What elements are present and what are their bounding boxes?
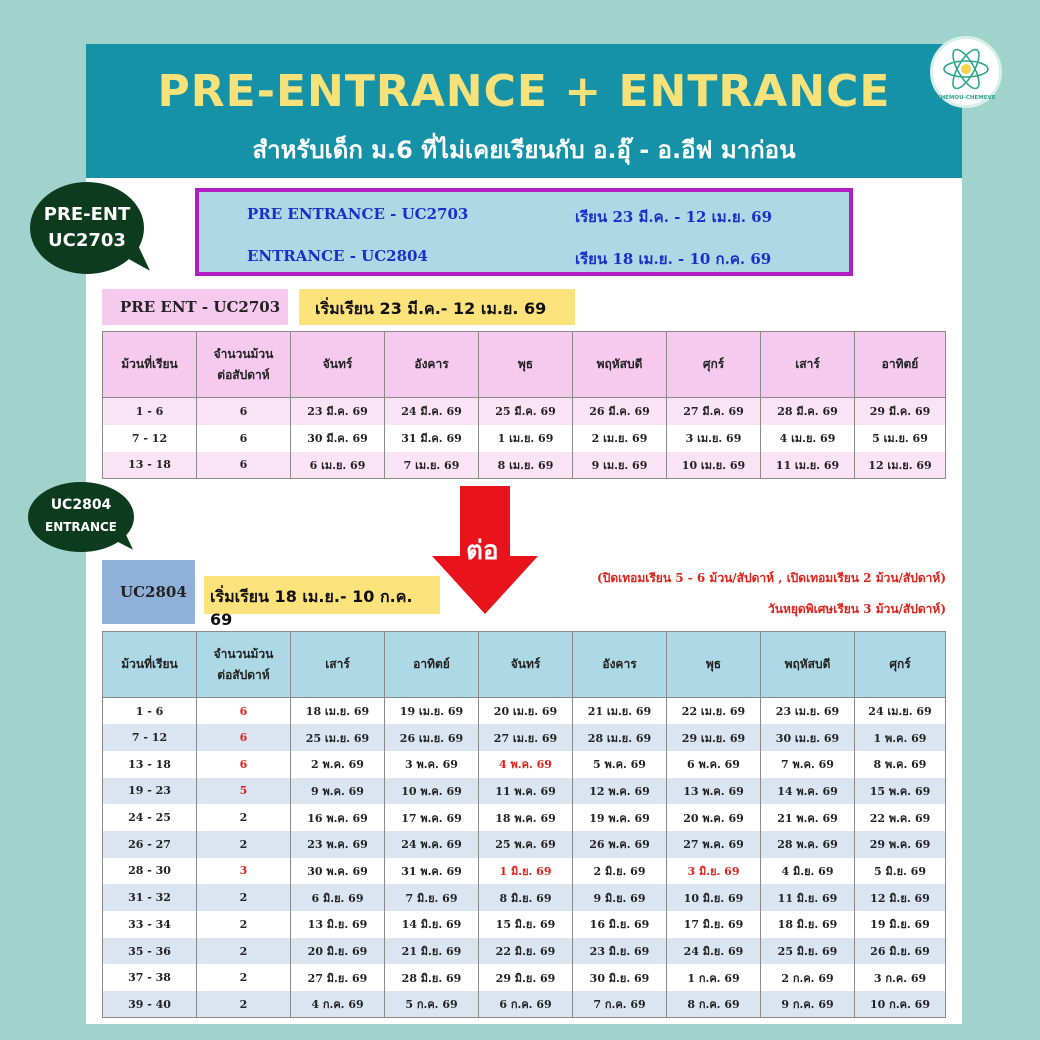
roll-range-cell: 37 - 38 [103,964,197,991]
table-row [103,778,946,805]
date-cell: 27 มิ.ย. 69 [291,964,385,991]
table-row [103,425,946,452]
date-cell: 28 เม.ย. 69 [573,724,667,751]
header-day: เสาร์ [291,632,385,698]
date-cell: 22 พ.ค. 69 [855,804,946,831]
date-cell: 24 มี.ค. 69 [385,398,479,425]
date-cell: 9 ก.ค. 69 [761,991,855,1018]
date-cell: 5 เม.ย. 69 [855,425,946,452]
date-cell: 24 มิ.ย. 69 [667,938,761,965]
date-cell: 25 พ.ค. 69 [479,831,573,858]
date-cell: 7 พ.ค. 69 [761,751,855,778]
date-cell: 22 เม.ย. 69 [667,698,761,725]
rolls-per-week-cell: 2 [197,804,291,831]
header-count: จำนวนม้วน ต่อสัปดาห์ [197,332,291,398]
header-roll: ม้วนที่เรียน [103,332,197,398]
header-day: อังคาร [385,332,479,398]
preent-bubble [30,182,144,274]
rolls-per-week-cell: 2 [197,938,291,965]
date-cell: 30 มิ.ย. 69 [573,964,667,991]
date-cell: 1 เม.ย. 69 [479,425,573,452]
entrance-start-label: เริ่มเรียน 18 เม.ย.- 10 ก.ค. 69 [204,576,440,614]
date-cell: 25 มิ.ย. 69 [761,938,855,965]
date-cell: 1 ก.ค. 69 [667,964,761,991]
continue-label: ต่อ [466,536,499,566]
table-row [103,724,946,751]
date-cell: 2 มิ.ย. 69 [573,858,667,885]
summary-course-1: PRE ENTRANCE - UC2703 [247,205,469,223]
date-cell: 23 มิ.ย. 69 [573,938,667,965]
roll-range-cell: 31 - 32 [103,884,197,911]
date-cell: 10 ก.ค. 69 [855,991,946,1018]
date-cell: 27 เม.ย. 69 [479,724,573,751]
date-cell: 4 เม.ย. 69 [761,425,855,452]
date-cell: 6 พ.ค. 69 [667,751,761,778]
rolls-per-week-cell: 2 [197,831,291,858]
roll-range-cell: 35 - 36 [103,938,197,965]
date-cell: 1 มิ.ย. 69 [479,858,573,885]
date-cell: 29 มี.ค. 69 [855,398,946,425]
table-row [103,804,946,831]
rolls-per-week-cell: 6 [197,398,291,425]
date-cell: 15 มิ.ย. 69 [479,911,573,938]
header-day: เสาร์ [761,332,855,398]
date-cell: 23 มี.ค. 69 [291,398,385,425]
rolls-per-week-cell: 2 [197,964,291,991]
header-banner [86,44,962,178]
date-cell: 24 เม.ย. 69 [855,698,946,725]
entrance-schedule-table [102,631,946,1018]
date-cell: 5 มิ.ย. 69 [855,858,946,885]
date-cell: 26 มี.ค. 69 [573,398,667,425]
header-count: จำนวนม้วน ต่อสัปดาห์ [197,632,291,698]
date-cell: 1 พ.ค. 69 [855,724,946,751]
date-cell: 16 พ.ค. 69 [291,804,385,831]
logo-text: CHEMOU-CHEMEVE [936,95,996,101]
table-row [103,858,946,885]
rolls-per-week-cell: 2 [197,991,291,1018]
table-row [103,751,946,778]
rolls-per-week-cell: 6 [197,751,291,778]
header-day: พุธ [479,332,573,398]
date-cell: 12 มิ.ย. 69 [855,884,946,911]
course-summary-box [195,188,853,276]
rolls-per-week-cell: 6 [197,452,291,479]
preent-schedule-table [102,331,946,479]
header-day: อังคาร [573,632,667,698]
date-cell: 6 เม.ย. 69 [291,452,385,479]
table-row [103,831,946,858]
atom-icon [933,39,999,105]
date-cell: 10 เม.ย. 69 [667,452,761,479]
date-cell: 30 เม.ย. 69 [761,724,855,751]
table-row [103,452,946,479]
date-cell: 29 เม.ย. 69 [667,724,761,751]
header-day: ศุกร์ [667,332,761,398]
date-cell: 21 พ.ค. 69 [761,804,855,831]
rolls-per-week-cell: 3 [197,858,291,885]
date-cell: 7 มิ.ย. 69 [385,884,479,911]
date-cell: 10 มิ.ย. 69 [667,884,761,911]
roll-range-cell: 7 - 12 [103,724,197,751]
roll-range-cell: 19 - 23 [103,778,197,805]
date-cell: 26 มิ.ย. 69 [855,938,946,965]
date-cell: 15 พ.ค. 69 [855,778,946,805]
date-cell: 8 มิ.ย. 69 [479,884,573,911]
date-cell: 19 เม.ย. 69 [385,698,479,725]
entrance-course-tag: UC2804 [102,560,195,624]
date-cell: 9 พ.ค. 69 [291,778,385,805]
rolls-per-week-cell: 2 [197,911,291,938]
date-cell: 4 มิ.ย. 69 [761,858,855,885]
roll-range-cell: 26 - 27 [103,831,197,858]
roll-range-cell: 7 - 12 [103,425,197,452]
date-cell: 18 เม.ย. 69 [291,698,385,725]
table-row [103,938,946,965]
roll-range-cell: 24 - 25 [103,804,197,831]
table-row [103,911,946,938]
roll-range-cell: 13 - 18 [103,452,197,479]
date-cell: 27 มี.ค. 69 [667,398,761,425]
date-cell: 23 พ.ค. 69 [291,831,385,858]
date-cell: 8 ก.ค. 69 [667,991,761,1018]
date-cell: 24 พ.ค. 69 [385,831,479,858]
date-cell: 13 พ.ค. 69 [667,778,761,805]
header-day: พุธ [667,632,761,698]
header-day: จันทร์ [291,332,385,398]
header-day: พฤหัสบดี [761,632,855,698]
date-cell: 2 ก.ค. 69 [761,964,855,991]
date-cell: 14 มิ.ย. 69 [385,911,479,938]
table-row [103,398,946,425]
header-day: อาทิตย์ [385,632,479,698]
date-cell: 8 เม.ย. 69 [479,452,573,479]
date-cell: 28 พ.ค. 69 [761,831,855,858]
rolls-per-week-cell: 6 [197,425,291,452]
roll-range-cell: 33 - 34 [103,911,197,938]
page-title: PRE-ENTRANCE + ENTRANCE [157,66,891,117]
table-row [103,884,946,911]
summary-dates-1: เรียน 23 มี.ค. - 12 เม.ย. 69 [575,208,773,226]
date-cell: 6 มิ.ย. 69 [291,884,385,911]
date-cell: 12 เม.ย. 69 [855,452,946,479]
date-cell: 25 เม.ย. 69 [291,724,385,751]
entrance-bubble-line2: ENTRANCE [45,520,117,534]
date-cell: 6 ก.ค. 69 [479,991,573,1018]
table-header-row [103,632,946,698]
preent-course-tag: PRE ENT - UC2703 [102,289,288,325]
date-cell: 18 พ.ค. 69 [479,804,573,831]
roll-range-cell: 1 - 6 [103,698,197,725]
summary-course-2: ENTRANCE - UC2804 [247,247,428,265]
roll-range-cell: 28 - 30 [103,858,197,885]
header-day: ศุกร์ [855,632,946,698]
date-cell: 5 ก.ค. 69 [385,991,479,1018]
logo [930,36,1002,108]
header-day: จันทร์ [479,632,573,698]
date-cell: 3 พ.ค. 69 [385,751,479,778]
date-cell: 12 พ.ค. 69 [573,778,667,805]
header-roll: ม้วนที่เรียน [103,632,197,698]
date-cell: 26 พ.ค. 69 [573,831,667,858]
date-cell: 29 พ.ค. 69 [855,831,946,858]
preent-bubble-line2: UC2703 [48,230,126,251]
date-cell: 11 เม.ย. 69 [761,452,855,479]
table-row [103,698,946,725]
date-cell: 2 พ.ค. 69 [291,751,385,778]
date-cell: 19 พ.ค. 69 [573,804,667,831]
date-cell: 14 พ.ค. 69 [761,778,855,805]
rolls-per-week-cell: 2 [197,884,291,911]
rolls-per-week-cell: 5 [197,778,291,805]
date-cell: 27 พ.ค. 69 [667,831,761,858]
header-day: พฤหัสบดี [573,332,667,398]
date-cell: 4 พ.ค. 69 [479,751,573,778]
date-cell: 22 มิ.ย. 69 [479,938,573,965]
preent-start-label: เริ่มเรียน 23 มี.ค.- 12 เม.ย. 69 [299,289,575,325]
roll-range-cell: 39 - 40 [103,991,197,1018]
date-cell: 21 เม.ย. 69 [573,698,667,725]
date-cell: 31 มี.ค. 69 [385,425,479,452]
date-cell: 3 เม.ย. 69 [667,425,761,452]
date-cell: 17 พ.ค. 69 [385,804,479,831]
date-cell: 30 มี.ค. 69 [291,425,385,452]
table-row [103,991,946,1018]
date-cell: 26 เม.ย. 69 [385,724,479,751]
date-cell: 13 มิ.ย. 69 [291,911,385,938]
date-cell: 5 พ.ค. 69 [573,751,667,778]
schedule-note-1: (ปิดเทอมเรียน 5 - 6 ม้วน/สัปดาห์ , เปิดเทอมเรียน 2 ม้วน/สัปดาห์) [597,571,946,585]
date-cell: 19 มิ.ย. 69 [855,911,946,938]
date-cell: 17 มิ.ย. 69 [667,911,761,938]
date-cell: 23 เม.ย. 69 [761,698,855,725]
date-cell: 18 มิ.ย. 69 [761,911,855,938]
table-header-row [103,332,946,398]
date-cell: 29 มิ.ย. 69 [479,964,573,991]
date-cell: 16 มิ.ย. 69 [573,911,667,938]
date-cell: 21 มิ.ย. 69 [385,938,479,965]
date-cell: 10 พ.ค. 69 [385,778,479,805]
date-cell: 9 มิ.ย. 69 [573,884,667,911]
date-cell: 7 ก.ค. 69 [573,991,667,1018]
date-cell: 11 พ.ค. 69 [479,778,573,805]
rolls-per-week-cell: 6 [197,698,291,725]
date-cell: 28 มิ.ย. 69 [385,964,479,991]
date-cell: 30 พ.ค. 69 [291,858,385,885]
roll-range-cell: 13 - 18 [103,751,197,778]
date-cell: 31 พ.ค. 69 [385,858,479,885]
date-cell: 20 เม.ย. 69 [479,698,573,725]
table-row [103,964,946,991]
date-cell: 3 มิ.ย. 69 [667,858,761,885]
schedule-note-2: วันหยุดพิเศษเรียน 3 ม้วน/สัปดาห์) [768,602,946,616]
entrance-bubble-line1: UC2804 [50,497,112,513]
date-cell: 11 มิ.ย. 69 [761,884,855,911]
date-cell: 20 มิ.ย. 69 [291,938,385,965]
date-cell: 28 มี.ค. 69 [761,398,855,425]
summary-dates-2: เรียน 18 เม.ย. - 10 ก.ค. 69 [575,250,772,268]
date-cell: 4 ก.ค. 69 [291,991,385,1018]
roll-range-cell: 1 - 6 [103,398,197,425]
date-cell: 3 ก.ค. 69 [855,964,946,991]
preent-bubble-line1: PRE-ENT [43,204,131,225]
date-cell: 2 เม.ย. 69 [573,425,667,452]
date-cell: 8 พ.ค. 69 [855,751,946,778]
date-cell: 7 เม.ย. 69 [385,452,479,479]
page-subtitle: สำหรับเด็ก ม.6 ที่ไม่เคยเรียนกับ อ.อุ๊ - อ.อีฟ มาก่อน [252,136,796,164]
date-cell: 25 มี.ค. 69 [479,398,573,425]
date-cell: 9 เม.ย. 69 [573,452,667,479]
date-cell: 20 พ.ค. 69 [667,804,761,831]
rolls-per-week-cell: 6 [197,724,291,751]
header-day: อาทิตย์ [855,332,946,398]
